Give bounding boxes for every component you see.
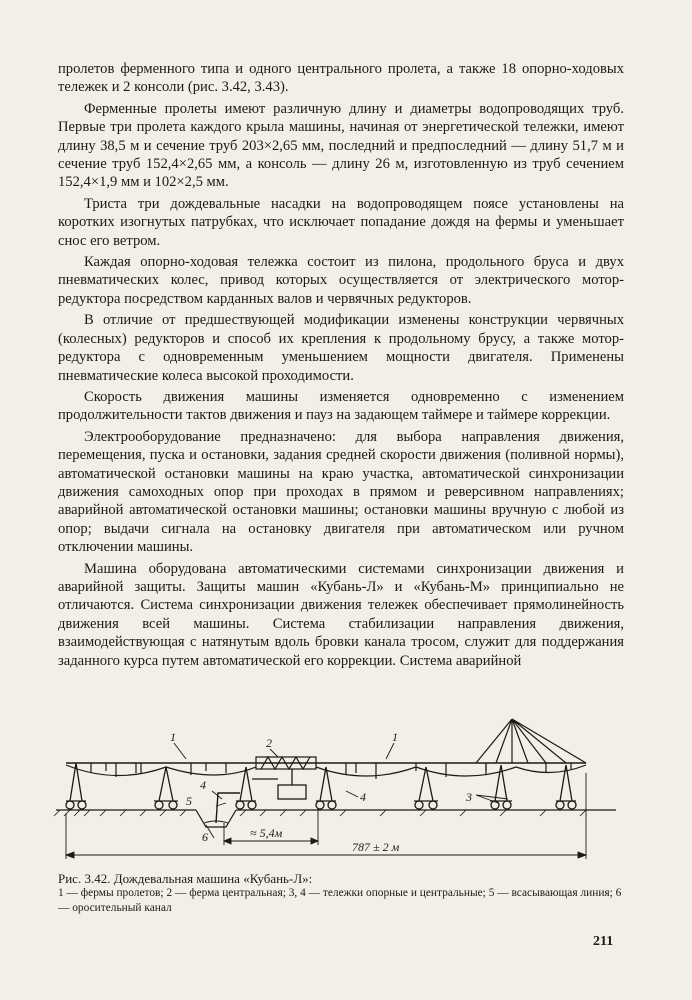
label-5: 5 bbox=[186, 794, 192, 808]
label-3: 3 bbox=[466, 790, 472, 804]
label-1a: 1 bbox=[170, 730, 176, 744]
dimension-total: 787 ± 2 м bbox=[352, 840, 400, 854]
dimension-small: ≈ 5,4м bbox=[250, 826, 283, 840]
paragraph-4: Каждая опорно-ходовая тележка состоит из пилона, продольного бруса и двух пневматических колес, привод которых осуществляется от электрического мотор-редуктора посредством карданных валов и червячных редукторов. bbox=[58, 254, 624, 307]
paragraph-1: пролетов ферменного типа и одного центрального пролета, а также 18 опорно-ходовых тележек и 2 консоли (рис. 3.42, 3.43). bbox=[58, 61, 624, 96]
body-text bbox=[58, 60, 624, 670]
paragraph-5: В отличие от предшествующей модификации изменены конструкции червячных (колесных) редукторов и способ их крепления к продольному брусу, а также мотор-редуктора с одновременным уменьшением мощности двигателя. Применены пневматические колеса высокой проходимости. bbox=[58, 312, 624, 384]
page-number: 211 bbox=[593, 934, 614, 949]
machine-drawing bbox=[46, 713, 632, 863]
label-1b: 1 bbox=[392, 730, 398, 744]
paragraph-2: Ферменные пролеты имеют различную длину и диаметры водопроводящих труб. Первые три пролета каждого крыла машины, начиная от энергетической тележки, имеют длину 38,5 м и сечение труб 203×2,65 мм, последний и предпоследний — длину 51,7 м и сечение труб 152,4×2,65 мм, а консоль — длину 26 м, изготовленную из труб сечением 152,4×1,9 мм и 102×2,5 мм. bbox=[58, 100, 624, 191]
paragraph-3: Триста три дождевальные насадки на водопроводящем поясе установлены на коротких изогнутых патрубках, что исключает попадание дождя на фермы и уменьшает снос его ветром. bbox=[58, 195, 624, 249]
caption-title: Рис. 3.42. Дождевальная машина «Кубань-Л»: bbox=[58, 871, 313, 886]
caption-items: 1 — фермы пролетов; 2 — ферма центральная; 3, 4 — тележки опорные и центральные; 5 — всасывающая линия; 6 — оросительный канал bbox=[58, 887, 622, 914]
label-6: 6 bbox=[202, 830, 208, 844]
machine-diagram bbox=[46, 713, 632, 863]
towers bbox=[66, 763, 576, 809]
ground-and-canal bbox=[54, 793, 616, 827]
label-2: 2 bbox=[266, 736, 272, 750]
label-4a: 4 bbox=[200, 778, 206, 792]
paragraph-6: Скорость движения машины изменяется одновременно с изменением продолжительности тактов движения и пауз на задающем таймере и таймере коррекции. bbox=[58, 388, 624, 424]
paragraph-7: Электрооборудование предназначено: для выбора направления движения, перемещения, пуска и остановки, задания средней скорости движения (поливной нормы), автоматической остановки машины на краю участка, автоматической синхронизации движения самоходных опор при проходах в прямом и реверсивном направлениях; аварийной автоматической остановки машины; остановки машины вручную с любой из опор; выдачи сигнала на остановку двигателя при автоматическом или ручном отключении машины. bbox=[58, 428, 624, 556]
label-4b: 4 bbox=[360, 790, 366, 804]
paragraph-8: Машина оборудована автоматическими системами синхронизации движения и аварийной защиты. Защиты машин «Кубань-Л» и «Кубань-М» принципиально не отличаются. Система синхронизации движения тележек обеспечивает прямолинейность движения всей машины. Система стабилизации направления движения, взаимодействующая с натянутым вдоль бровки канала тросом, служит для поддержания заданного курса путем автоматической его коррекции. Система аварийной bbox=[58, 560, 624, 669]
figure-caption bbox=[58, 871, 624, 916]
